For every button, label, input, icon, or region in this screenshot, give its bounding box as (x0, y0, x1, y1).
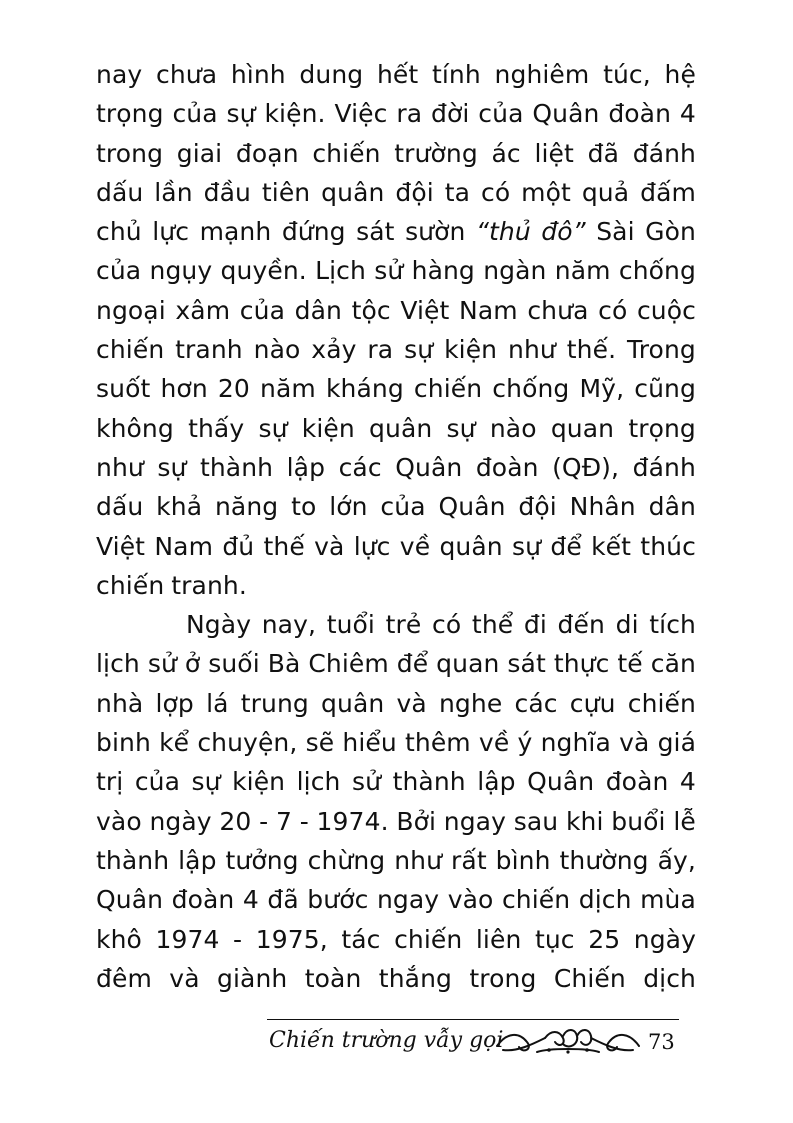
word: binh (96, 728, 151, 758)
page-number: 73 (648, 1030, 675, 1054)
word: quân (369, 413, 433, 443)
word: Chiêm (308, 649, 389, 679)
word: sử (147, 649, 177, 679)
word: kể (159, 728, 190, 758)
page-footer (265, 1014, 685, 1064)
word: quân (321, 177, 385, 207)
word: lợp (155, 688, 194, 718)
body-text (96, 55, 696, 998)
word: chiến (96, 335, 165, 365)
word: tranh. (171, 570, 247, 600)
text-line (96, 212, 696, 251)
word: tưởng (225, 845, 299, 875)
word: thêm (404, 728, 471, 758)
word: sát (356, 217, 395, 247)
word: ý (517, 728, 533, 758)
word: tộc (351, 295, 391, 325)
word: đấm (640, 177, 696, 207)
word: thấy (188, 413, 245, 443)
word: như (394, 845, 443, 875)
word: Việt (96, 531, 146, 561)
word: vào (447, 885, 494, 915)
word: nghe (438, 688, 503, 718)
word: của (134, 767, 181, 797)
word: đứng (281, 217, 346, 247)
word: 20 (217, 374, 250, 404)
word: lễ (673, 806, 696, 836)
word: kiện (232, 767, 286, 797)
word: toàn (304, 963, 362, 993)
word: chưa (155, 60, 218, 89)
word: có (432, 610, 462, 640)
word: kiện (301, 413, 355, 443)
word: giá (657, 728, 696, 758)
word: “thủ (475, 217, 531, 247)
word: 4 (679, 99, 696, 129)
word: chuyện, (197, 728, 298, 758)
word: cũng (634, 374, 696, 404)
word: ngày (149, 806, 212, 836)
word: thế (263, 531, 305, 561)
word: - (233, 924, 243, 954)
text-line (96, 94, 696, 133)
word: nghĩa (540, 728, 611, 758)
word: tranh (175, 335, 243, 365)
word: đoàn (605, 767, 669, 797)
word: sự (512, 531, 542, 561)
word: khả (156, 492, 203, 522)
word: buổi (611, 806, 666, 836)
word: cựu (569, 688, 616, 718)
word: quyền. (220, 256, 307, 286)
word: kiện. (264, 99, 326, 129)
word: trị (96, 767, 124, 797)
word: hệ (664, 60, 696, 89)
word: hơn (160, 374, 208, 404)
word: trong (469, 963, 537, 993)
word: lực (152, 217, 190, 247)
word: lập (178, 845, 217, 875)
word: đánh (632, 138, 696, 168)
word: đoàn (475, 452, 539, 482)
word: quan (436, 649, 500, 679)
word: một (521, 177, 571, 207)
word: Quân (395, 452, 463, 482)
word: chống (492, 374, 570, 404)
word: trọng (96, 99, 164, 129)
word: Bà (267, 649, 301, 679)
text-line (96, 802, 696, 841)
word: chiến (312, 138, 381, 168)
word: khô (96, 924, 142, 954)
word: lập (477, 767, 516, 797)
word: sự (226, 99, 256, 129)
text-line (96, 369, 696, 408)
text-line (96, 723, 696, 762)
word: dịch (578, 885, 632, 915)
word: sự (404, 335, 434, 365)
word: như (96, 452, 144, 482)
word: thể (471, 610, 514, 640)
word: đi (523, 610, 547, 640)
word: ngoại (96, 295, 166, 325)
text-line (96, 920, 696, 959)
word: ấy, (657, 845, 696, 875)
word: 25 (588, 924, 621, 954)
word: và (314, 531, 345, 561)
word: Mỹ, (579, 374, 625, 404)
word: đánh (632, 452, 696, 482)
word: ta (444, 177, 471, 207)
word: trọng (628, 413, 696, 443)
word: khi (565, 806, 604, 836)
word: Chiến (553, 963, 626, 993)
word: thực (553, 649, 610, 679)
word: dân (648, 492, 696, 522)
word: và (619, 728, 650, 758)
word: hàng (411, 256, 475, 286)
word: ác (491, 138, 521, 168)
word: Gòn (645, 217, 696, 247)
word: (QĐ), (552, 452, 620, 482)
text-line (96, 448, 696, 487)
word: Việc (334, 99, 388, 129)
word: và (169, 963, 200, 993)
word: lần (154, 177, 193, 207)
word: đoàn (608, 99, 672, 129)
word: chưa (527, 295, 589, 325)
word: kiện (444, 335, 498, 365)
word: ra (396, 99, 423, 129)
word: của (380, 492, 426, 522)
word: của (239, 295, 285, 325)
text-line (96, 959, 696, 998)
word: của (96, 256, 142, 286)
word: Nam (154, 531, 214, 561)
word: lực (353, 531, 391, 561)
word: của (172, 99, 218, 129)
word: chủ (96, 217, 142, 247)
word: quân (439, 531, 503, 561)
word: các (338, 452, 382, 482)
word: và (396, 688, 427, 718)
word: chiến (394, 924, 463, 954)
word: ngay (376, 885, 440, 915)
word: nghiêm (494, 60, 590, 89)
word: sự (157, 452, 187, 482)
word: giành (217, 963, 288, 993)
word: năm (554, 256, 611, 286)
word: Ngày (186, 610, 252, 640)
word: mùa (640, 885, 696, 915)
word: các (514, 688, 558, 718)
footer-ornament-icon (493, 1022, 643, 1058)
word: chống (618, 256, 696, 286)
word: 1974. (316, 806, 389, 836)
text-line (96, 173, 696, 212)
word: 7 (275, 806, 292, 836)
word: kháng (325, 374, 404, 404)
word: đã (267, 885, 299, 915)
word: thành (96, 845, 170, 875)
word: tích (649, 610, 696, 640)
word: sẽ (305, 728, 335, 758)
word: sự (258, 413, 288, 443)
word: về (399, 531, 431, 561)
word: túc, (603, 60, 651, 89)
word: ngày (633, 924, 696, 954)
word: tục (534, 924, 575, 954)
word: của (478, 99, 524, 129)
text-line (96, 841, 696, 880)
word: tính (431, 60, 481, 89)
word: có (598, 295, 628, 325)
word: năm (260, 374, 316, 404)
word: đoạn (235, 138, 299, 168)
word: Quân (532, 99, 600, 129)
word: - (259, 806, 269, 836)
word: tác (341, 924, 381, 954)
word: đã (587, 138, 620, 168)
word: thành (392, 767, 466, 797)
word: để (396, 649, 429, 679)
text-line (96, 487, 696, 526)
word: chiến (96, 570, 165, 600)
word: xảy (311, 335, 357, 365)
footer-rule (267, 1019, 679, 1020)
text-line (96, 134, 696, 173)
word: lịch (296, 767, 341, 797)
word: tiên (261, 177, 311, 207)
word: cuộc (636, 295, 696, 325)
word: Quân (438, 492, 506, 522)
word: ngụy (149, 256, 213, 286)
word: đến (557, 610, 605, 640)
word: chừng (307, 845, 386, 875)
word: liệt (534, 138, 574, 168)
word: sau (513, 806, 559, 836)
word: đời (431, 99, 470, 129)
word: thắng (378, 963, 452, 993)
word: như (508, 335, 556, 365)
word: thúc (640, 531, 696, 561)
word: dung (299, 60, 364, 89)
word: bình (495, 845, 551, 875)
word: rất (451, 845, 487, 875)
word: đầu (203, 177, 251, 207)
text-line (96, 684, 696, 723)
word: sát (507, 649, 546, 679)
word: mạnh (199, 217, 272, 247)
word: quan (550, 413, 615, 443)
word: đội (518, 492, 557, 522)
word: chiến (413, 374, 483, 404)
text-line (96, 644, 696, 683)
word: không (96, 413, 174, 443)
word: về (478, 728, 510, 758)
word: quân (321, 688, 385, 718)
word: dấu (96, 492, 144, 522)
word: trong (96, 138, 164, 168)
word: sườn (405, 217, 466, 247)
text-line (96, 605, 696, 644)
word: Trong (627, 335, 696, 365)
word: để (550, 531, 582, 561)
word: chiến (501, 885, 571, 915)
word: to (291, 492, 317, 522)
word: căn (650, 649, 696, 679)
word: đủ (222, 531, 255, 561)
word: tuổi (326, 610, 375, 640)
word: 1974 (155, 924, 220, 954)
word: thường (559, 845, 649, 875)
word: trường (394, 138, 478, 168)
word: năng (214, 492, 279, 522)
text-line (96, 566, 696, 605)
word: lớn (329, 492, 368, 522)
word: thế. (566, 335, 617, 365)
word: sử (352, 767, 382, 797)
word: Nhân (569, 492, 636, 522)
word: có (480, 177, 511, 207)
word: ra (367, 335, 394, 365)
text-line (96, 330, 696, 369)
word: đoàn (171, 885, 235, 915)
word: Sài (596, 217, 635, 247)
word: di (615, 610, 639, 640)
word: hiểu (342, 728, 397, 758)
word: dịch (643, 963, 696, 993)
word: nay, (261, 610, 317, 640)
word: chiến (627, 688, 696, 718)
word: sự (191, 767, 221, 797)
word: vào (96, 806, 142, 836)
word: nhà (96, 688, 144, 718)
word: kết (591, 531, 632, 561)
word: hình (230, 60, 286, 89)
text-line (96, 409, 696, 448)
word: - (299, 806, 309, 836)
word: lịch (96, 649, 140, 679)
word: đô” (541, 217, 586, 247)
word: xâm (175, 295, 231, 325)
word: suốt (96, 374, 151, 404)
word: bước (307, 885, 369, 915)
text-line (96, 251, 696, 290)
word: dân (294, 295, 342, 325)
word: sử (374, 256, 404, 286)
word: nào (489, 413, 537, 443)
word: Bởi (396, 806, 437, 836)
word: Nam (459, 295, 518, 325)
word: sự (446, 413, 476, 443)
word: lập (286, 452, 326, 482)
word: trung (240, 688, 309, 718)
word: suối (208, 649, 260, 679)
word: 1975, (255, 924, 328, 954)
text-line (96, 55, 696, 94)
word: nào (253, 335, 301, 365)
word: quả (581, 177, 630, 207)
word: giai (176, 138, 223, 168)
word: 20 (219, 806, 252, 836)
word: đội (395, 177, 434, 207)
text-line (96, 762, 696, 801)
word: dấu (96, 177, 144, 207)
word: trẻ (385, 610, 422, 640)
text-line (96, 880, 696, 919)
word: Quân (527, 767, 595, 797)
word: đêm (96, 963, 152, 993)
text-line (96, 527, 696, 566)
word: ngay (443, 806, 506, 836)
word: hết (376, 60, 419, 89)
word: 4 (242, 885, 259, 915)
word: 4 (679, 767, 696, 797)
word: liên (475, 924, 522, 954)
word: Việt (400, 295, 450, 325)
running-title: Chiến trường vẫy gọi (269, 1028, 504, 1053)
word: lá (206, 688, 229, 718)
word: ngàn (483, 256, 547, 286)
word: Quân (96, 885, 164, 915)
word: Lịch (315, 256, 366, 286)
word: thành (199, 452, 274, 482)
word: tế (617, 649, 643, 679)
word: nay (96, 60, 143, 89)
text-line (96, 291, 696, 330)
word: ở (184, 649, 201, 679)
